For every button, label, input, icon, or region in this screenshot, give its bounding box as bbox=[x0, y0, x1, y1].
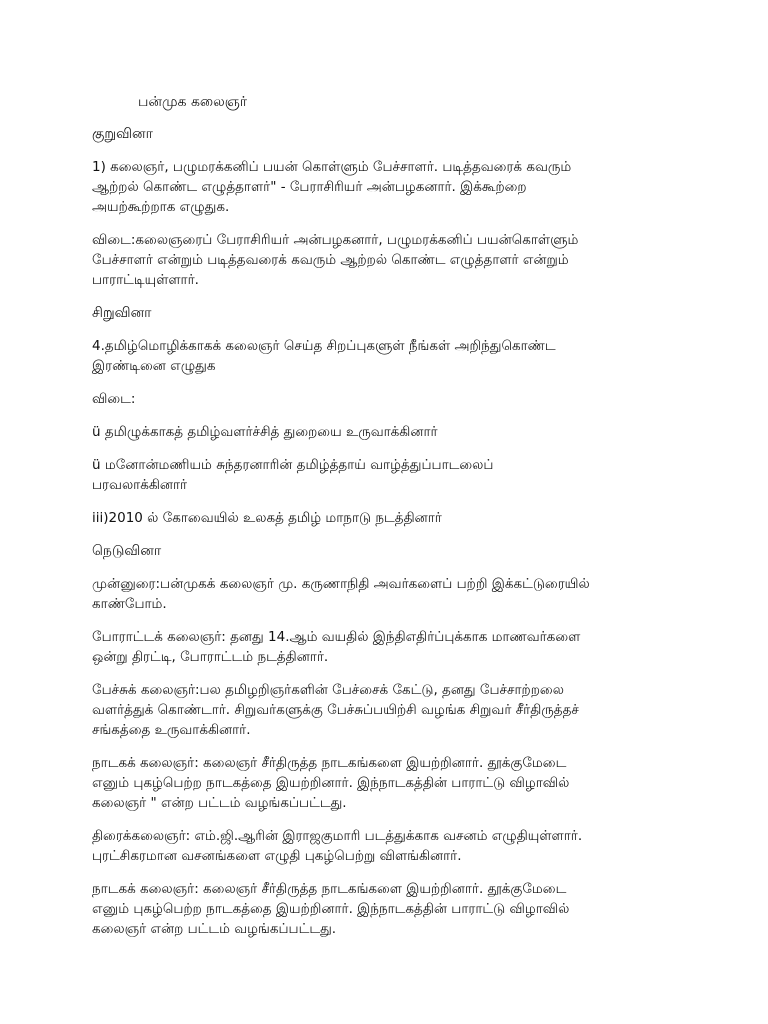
paragraph-line: திரைக்கலைஞர்: எம்.ஜி.ஆரின் இராஜகுமாரி படத்துக்காக வசனம் எழுதியுள்ளார். bbox=[92, 828, 583, 844]
paragraph bbox=[92, 157, 708, 217]
paragraph bbox=[92, 753, 708, 813]
paragraph-line: iii)2010 ல் கோவையில் உலகத் தமிழ் மாநாடு நடத்தினார் bbox=[92, 510, 442, 526]
paragraph bbox=[92, 455, 708, 495]
paragraph-line: ü தமிழுக்காகத் தமிழ்வளர்ச்சித் துறையை உருவாக்கினார் bbox=[92, 424, 438, 440]
paragraph-line: முன்னுரை:பன்முகக் கலைஞர் மு. கருணாநிதி அவர்களைப் பற்றி இக்கட்டுரையில் bbox=[92, 576, 590, 592]
paragraph-line: நாடகக் கலைஞர்: கலைஞர் சீர்திருத்த நாடகங்களை இயற்றினார். தூக்குமேடை bbox=[92, 755, 567, 771]
paragraph-line: இரண்டினை எழுதுக bbox=[92, 358, 216, 374]
paragraph-line: பேச்சுக் கலைஞர்:பல தமிழறிஞர்களின் பேச்சைக் கேட்டு, தனது பேச்சாற்றலை bbox=[92, 682, 564, 698]
paragraph bbox=[92, 508, 708, 528]
paragraph-line: சங்கத்தை உருவாக்கினார். bbox=[92, 722, 251, 738]
paragraph-line: ஒன்று திரட்டி, போராட்டம் நடத்தினார். bbox=[92, 649, 329, 665]
paragraph-line: பேச்சாளர் என்றும் படித்தவரைக் கவரும் ஆற்றல் கொண்ட எழுத்தாளர் என்றும் bbox=[92, 252, 569, 268]
paragraph-line: எனும் புகழ்பெற்ற நாடகத்தை இயற்றினார். இந்நாடகத்தின் பாராட்டு விழாவில் bbox=[92, 901, 570, 917]
paragraph-line: பரவலாக்கினார் bbox=[92, 477, 188, 493]
paragraph-line: ü மனோன்மணியம் சுந்தரனாரின் தமிழ்த்தாய் வாழ்த்துப்பாடலைப் bbox=[92, 457, 494, 473]
paragraph-line: அயற்கூற்றாக எழுதுக. bbox=[92, 199, 230, 215]
paragraph bbox=[92, 574, 708, 614]
paragraph-line: விடை:கலைஞரைப் பேராசிரியர் அன்பழகனார், பழுமரக்கனிப் பயன்கொள்ளும் bbox=[92, 232, 579, 248]
paragraph-line: புரட்சிகரமான வசனங்களை எழுதி புகழ்பெற்று விளங்கினார். bbox=[92, 848, 462, 864]
paragraph bbox=[92, 826, 708, 866]
section-heading: குறுவினா bbox=[92, 126, 153, 142]
paragraph-line: போராட்டக் கலைஞர்: தனது 14.ஆம் வயதில் இந்திஎதிர்ப்புக்காக மாணவர்களை bbox=[92, 629, 581, 645]
paragraph-line: கலைஞர் என்ற பட்டம் வழங்கப்பட்டது. bbox=[92, 921, 337, 937]
paragraph-line: விடை: bbox=[92, 391, 136, 407]
paragraph-line: பாராட்டியுள்ளார். bbox=[92, 272, 199, 288]
paragraph bbox=[92, 230, 708, 290]
paragraph bbox=[92, 680, 708, 740]
paragraph-line: வளர்த்துக் கொண்டார். சிறுவர்களுக்கு பேச்சுப்பயிற்சி வழங்க சிறுவர் சீர்திருத்தச் bbox=[92, 702, 579, 718]
paragraph bbox=[92, 336, 708, 376]
paragraph bbox=[92, 879, 708, 939]
paragraph-line: 4.தமிழ்மொழிக்காகக் கலைஞர் செய்த சிறப்புகளுள் நீங்கள் அறிந்துகொண்ட bbox=[92, 338, 556, 354]
paragraph-line: ஆற்றல் கொண்ட எழுத்தாளர்" - பேராசிரியர் அன்பழகனார். இக்கூற்றை bbox=[92, 179, 527, 195]
paragraph-line: கலைஞர் " என்ற பட்டம் வழங்கப்பட்டது. bbox=[92, 795, 347, 811]
paragraph bbox=[92, 627, 708, 667]
paragraph-line: எனும் புகழ்பெற்ற நாடகத்தை இயற்றினார். இந்நாடகத்தின் பாராட்டு விழாவில் bbox=[92, 775, 570, 791]
paragraph-line: நாடகக் கலைஞர்: கலைஞர் சீர்திருத்த நாடகங்களை இயற்றினார். தூக்குமேடை bbox=[92, 881, 567, 897]
paragraph-line: 1) கலைஞர், பழுமரக்கனிப் பயன் கொள்ளும் பேச்சாளர். படித்தவரைக் கவரும் bbox=[92, 159, 572, 175]
document-body bbox=[92, 124, 708, 939]
paragraph bbox=[92, 389, 708, 409]
section-heading: சிறுவினா bbox=[92, 305, 152, 321]
section-heading: நெடுவினா bbox=[92, 543, 162, 559]
document-title: பன்முக கலைஞர் bbox=[138, 94, 248, 110]
paragraph bbox=[92, 422, 708, 442]
paragraph-line: காண்போம். bbox=[92, 596, 167, 612]
